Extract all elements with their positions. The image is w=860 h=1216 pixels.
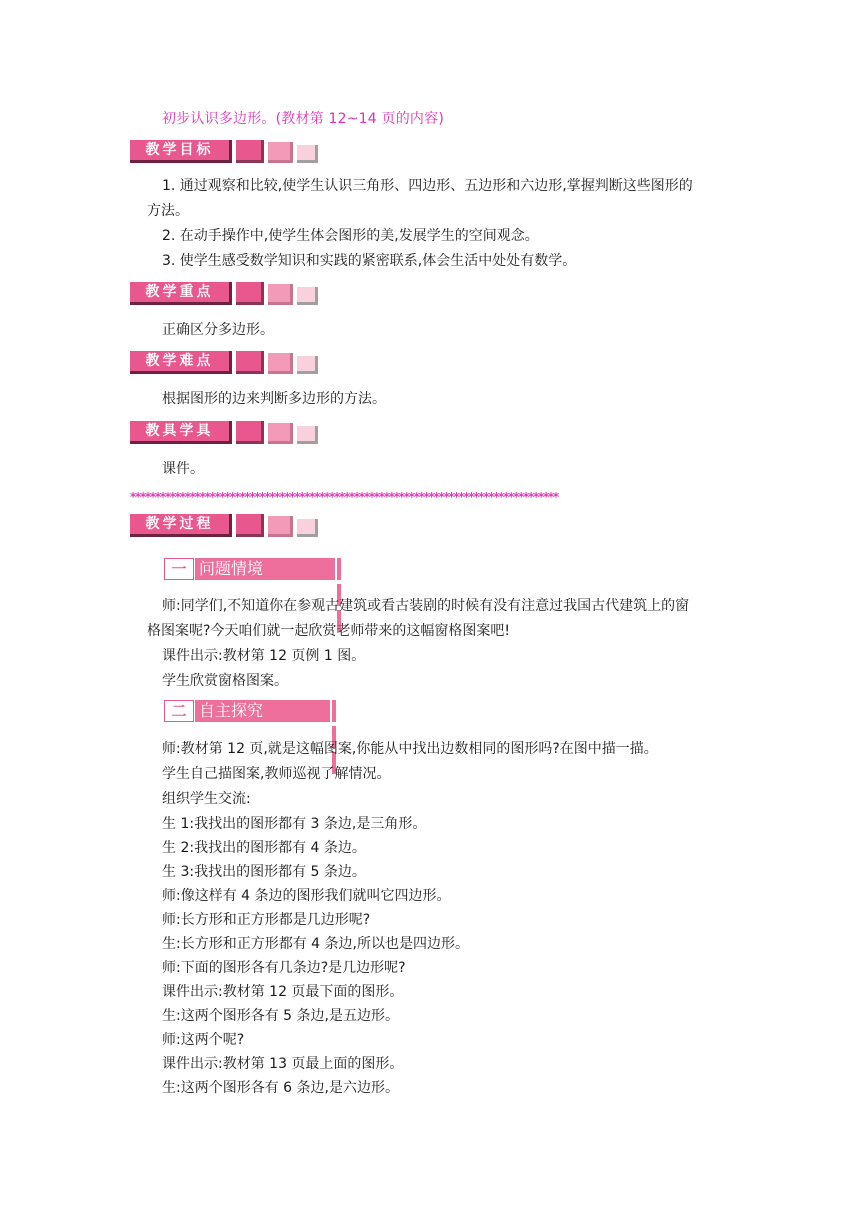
section-title: 教学难点	[130, 351, 232, 374]
paragraph-line: 师:长方形和正方形都是几边形呢?	[162, 912, 371, 928]
decor-square	[297, 287, 318, 305]
decor-square	[268, 142, 293, 163]
paragraph-line: 课件出示:教材第 13 页最上面的图形。	[162, 1056, 404, 1072]
paragraph-line: 师:教材第 12 页,就是这幅图案,你能从中找出边数相同的图形吗?在图中描一描。	[162, 741, 658, 757]
decor-square	[268, 353, 293, 374]
decor-ticks	[337, 558, 344, 580]
decor-square	[236, 421, 264, 444]
goal-2: 2. 在动手操作中,使学生体会图形的美,发展学生的空间观念。	[162, 228, 539, 244]
paragraph-line: 生:长方形和正方形都有 4 条边,所以也是四边形。	[162, 936, 469, 952]
paragraph-line: 师:同学们,不知道你在参观古建筑或看古装剧的时候有没有注意过我国古代建筑上的窗	[162, 598, 690, 614]
decor-square	[297, 426, 318, 444]
subsection-number: 一	[164, 558, 194, 580]
goal-3: 3. 使学生感受数学知识和实践的紧密联系,体会生活中处处有数学。	[162, 253, 577, 269]
section-title: 教学过程	[130, 514, 232, 537]
paragraph-line: 师:下面的图形各有几条边?是几边形呢?	[162, 960, 406, 976]
decor-square	[236, 140, 264, 163]
separator-line: **************************************************************************************	[130, 490, 558, 504]
subsection-number: 二	[164, 700, 194, 722]
paragraph-line: 生:这两个图形各有 5 条边,是五边形。	[162, 1008, 399, 1024]
decor-square	[268, 423, 293, 444]
difficulty-text: 根据图形的边来判断多边形的方法。	[162, 391, 386, 407]
section-title: 教具学具	[130, 421, 232, 444]
key-text: 正确区分多边形。	[162, 322, 274, 338]
subsection-title: 自主探究	[195, 700, 330, 722]
decor-square	[236, 514, 264, 537]
goal-1-cont: 方法。	[147, 203, 189, 219]
lesson-intro: 初步认识多边形。(教材第 12~14 页的内容)	[162, 111, 444, 127]
decor-square	[268, 284, 293, 305]
decor-square	[236, 282, 264, 305]
decor-square	[297, 145, 318, 163]
paragraph-line: 组织学生交流:	[162, 791, 251, 807]
decor-square	[268, 516, 293, 537]
paragraph-line: 师:像这样有 4 条边的图形我们就叫它四边形。	[162, 888, 451, 904]
paragraph-line: 格图案呢?今天咱们就一起欣赏老师带来的这幅窗格图案吧!	[147, 623, 511, 639]
paragraph-line: 生 2:我找出的图形都有 4 条边。	[162, 840, 366, 856]
paragraph-line: 师:这两个呢?	[162, 1032, 245, 1048]
section-title: 教学重点	[130, 282, 232, 305]
paragraph-line: 学生自己描图案,教师巡视了解情况。	[162, 766, 391, 782]
goal-1: 1. 通过观察和比较,使学生认识三角形、四边形、五边形和六边形,掌握判断这些图形的	[162, 178, 693, 194]
paragraph-line: 生:这两个图形各有 6 条边,是六边形。	[162, 1080, 399, 1096]
decor-ticks	[332, 700, 339, 722]
paragraph-line: 学生欣赏窗格图案。	[162, 673, 288, 689]
decor-square	[297, 356, 318, 374]
decor-square	[297, 519, 318, 537]
paragraph-line: 课件出示:教材第 12 页例 1 图。	[162, 648, 366, 664]
subsection-title: 问题情境	[195, 558, 335, 580]
decor-square	[236, 351, 264, 374]
section-title: 教学目标	[130, 140, 232, 163]
tools-text: 课件。	[162, 461, 204, 477]
paragraph-line: 生 1:我找出的图形都有 3 条边,是三角形。	[162, 816, 427, 832]
paragraph-line: 生 3:我找出的图形都有 5 条边。	[162, 864, 366, 880]
paragraph-line: 课件出示:教材第 12 页最下面的图形。	[162, 984, 404, 1000]
